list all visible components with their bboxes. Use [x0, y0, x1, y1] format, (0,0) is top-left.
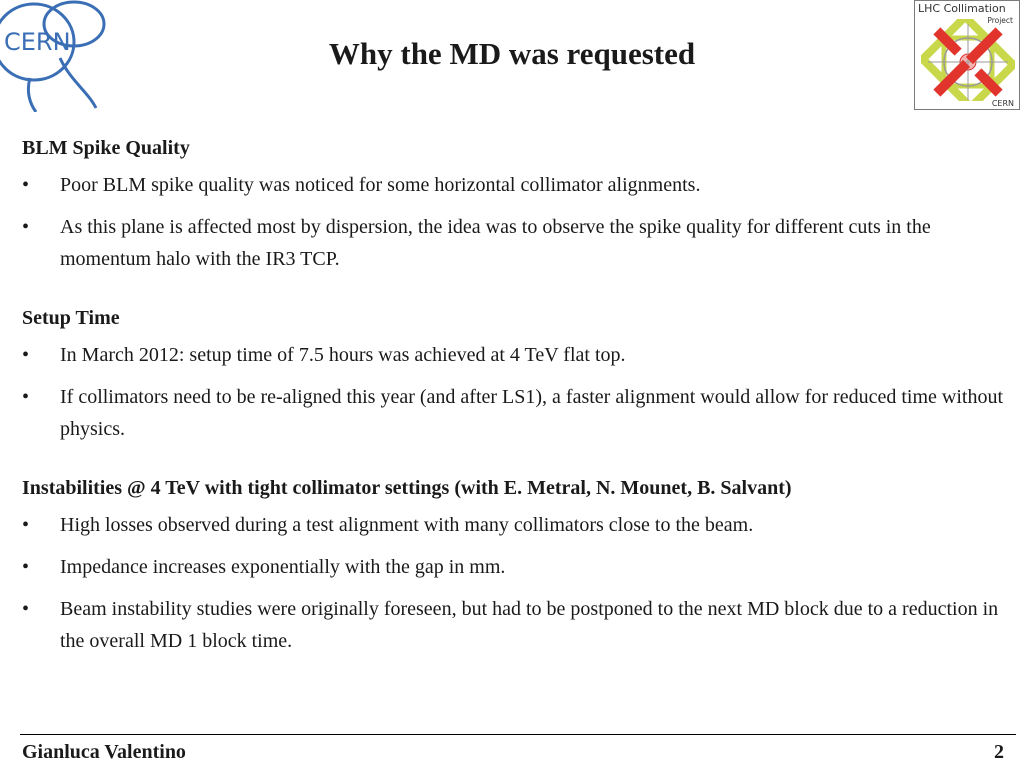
page-number: 2: [994, 741, 1004, 763]
section-instabilities: [22, 473, 1012, 657]
bullet-icon: •: [22, 386, 30, 408]
bullet-item: [22, 593, 1012, 657]
bullet-text: As this plane is affected most by dispersion, the idea was to observe the spike quality for different cuts in the momentum halo with the IR3 TCP.: [60, 216, 931, 270]
bullet-text: In March 2012: setup time of 7.5 hours was achieved at 4 TeV flat top.: [60, 344, 626, 366]
bullet-item: [22, 339, 1012, 371]
bullet-icon: •: [22, 514, 30, 536]
section-heading: Instabilities @ 4 TeV with tight collimator settings (with E. Metral, N. Mounet, B. Salvant): [22, 477, 792, 499]
footer-author: Gianluca Valentino: [22, 741, 186, 763]
bullet-item: [22, 211, 1012, 275]
slide-content: [22, 133, 1012, 685]
bullet-icon: •: [22, 174, 30, 196]
bullet-text: Poor BLM spike quality was noticed for some horizontal collimator alignments.: [60, 174, 701, 196]
bullet-item: [22, 381, 1012, 445]
bullet-item: [22, 509, 1012, 541]
bullet-item: [22, 551, 1012, 583]
section-blm-spike-quality: [22, 133, 1012, 275]
bullet-icon: •: [22, 598, 30, 620]
bullet-icon: •: [22, 556, 30, 578]
bullet-text: High losses observed during a test alignment with many collimators close to the beam.: [60, 514, 754, 536]
section-heading: BLM Spike Quality: [22, 137, 190, 159]
lhc-logo-cern: CERN: [991, 99, 1014, 108]
lhc-logo-title: LHC Collimation: [918, 2, 1006, 15]
bullet-text: Impedance increases exponentially with the gap in mm.: [60, 556, 506, 578]
footer-divider: [20, 734, 1016, 735]
bullet-text: If collimators need to be re-aligned this year (and after LS1), a faster alignment would allow for reduced time without physics.: [60, 386, 1004, 440]
section-setup-time: [22, 303, 1012, 445]
lhc-logo-project: Project: [987, 16, 1013, 25]
bullet-icon: •: [22, 216, 30, 238]
bullet-item: [22, 169, 1012, 201]
bullet-icon: •: [22, 344, 30, 366]
cern-logo-text: CERN: [4, 28, 71, 56]
section-heading: Setup Time: [22, 307, 120, 329]
slide-title: Why the MD was requested: [328, 36, 696, 71]
bullet-text: Beam instability studies were originally foreseen, but had to be postponed to the next MD block due to a reduction in the overall MD 1 block time.: [60, 598, 999, 652]
